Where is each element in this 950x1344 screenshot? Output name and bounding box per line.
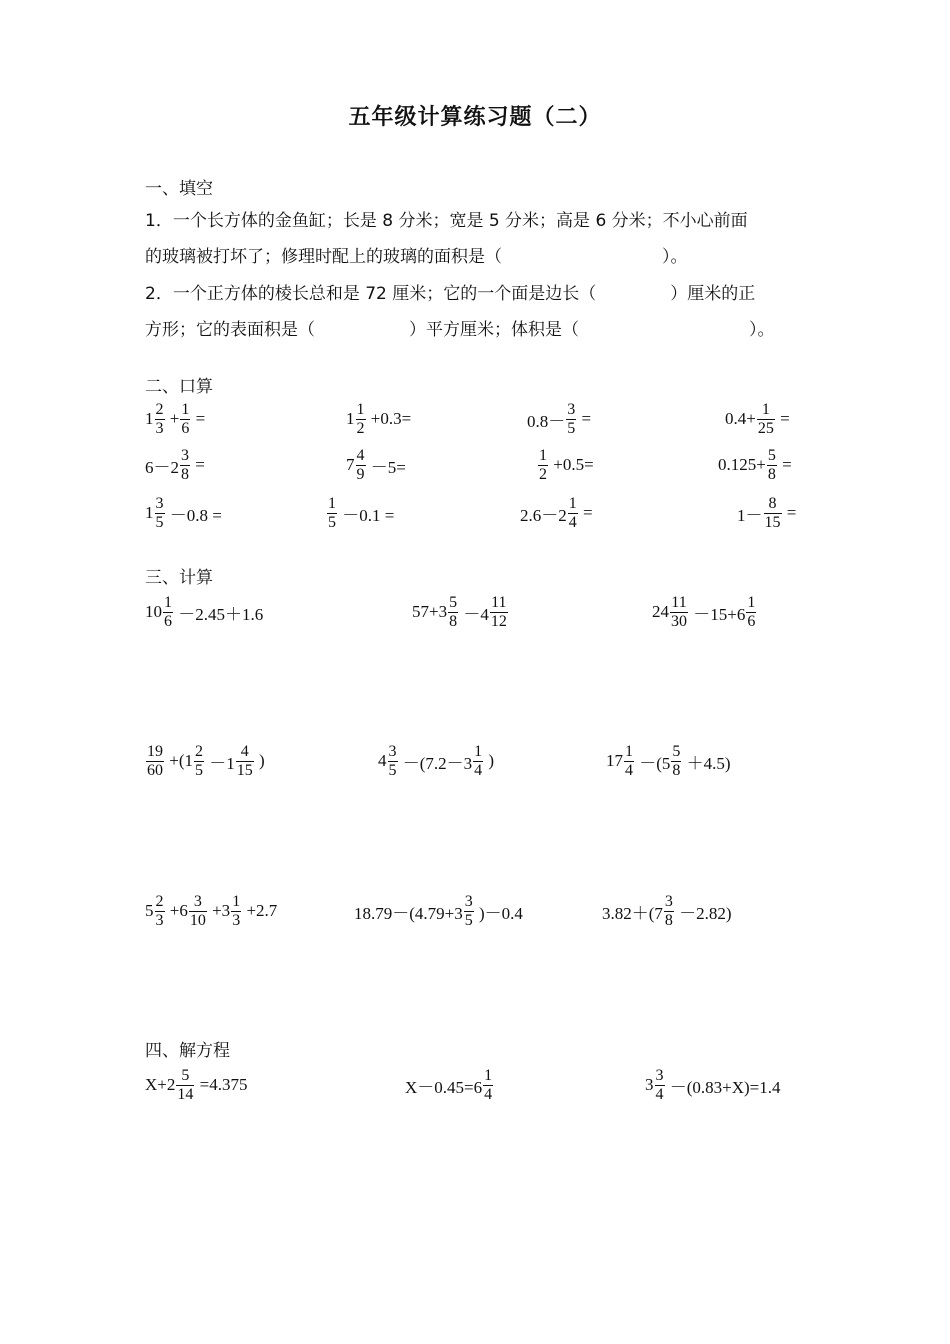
expression-text: 0.125+	[718, 455, 766, 474]
oral-problem	[346, 440, 406, 490]
fraction-denominator: 5	[195, 761, 203, 779]
fraction-denominator: 5	[155, 513, 164, 531]
fraction-numerator: 3	[155, 494, 164, 512]
whole-number: 3	[645, 1075, 654, 1094]
expression-text: =	[578, 503, 593, 522]
expression-text: +6	[165, 901, 188, 920]
fraction	[746, 594, 756, 631]
fraction-denominator: 4	[474, 761, 483, 779]
expression-text: X+2	[145, 1075, 176, 1094]
fraction-denominator: 8	[449, 612, 458, 630]
fraction	[655, 1067, 665, 1104]
fraction-numerator: 1	[181, 400, 190, 418]
expression-text: =	[775, 409, 790, 428]
fraction-denominator: 5	[328, 513, 336, 531]
question-1-text: 的玻璃被打坏了；修理时配上的玻璃的面积是（	[145, 247, 502, 267]
fraction-numerator: 1	[625, 742, 633, 760]
oral-problem	[737, 488, 796, 538]
expression-text: －1	[205, 753, 235, 773]
oral-problem	[346, 394, 411, 444]
fraction-denominator: 4	[625, 761, 633, 779]
fraction-denominator: 30	[671, 612, 687, 630]
whole-number: 4	[378, 751, 387, 770]
fraction	[155, 401, 165, 438]
expression-text: －0.8 =	[165, 505, 222, 525]
fraction-numerator: 5	[449, 593, 458, 611]
expression-text: 0.8－	[527, 411, 566, 431]
fraction-numerator: 1	[232, 892, 241, 910]
fraction-numerator: 4	[356, 446, 365, 464]
calc-problem	[378, 736, 494, 786]
question-2	[145, 276, 815, 348]
fraction	[146, 743, 164, 780]
fraction-numerator: 4	[240, 742, 249, 760]
fraction-numerator: 5	[181, 1066, 190, 1084]
fraction-denominator: 8	[664, 911, 673, 929]
expression-text: =	[191, 409, 206, 428]
fraction	[664, 893, 674, 930]
fraction	[356, 401, 366, 438]
whole-number: 5	[145, 901, 154, 920]
whole-number: 17	[606, 751, 623, 770]
fraction-denominator: 6	[164, 612, 172, 630]
fraction-denominator: 8	[181, 465, 189, 483]
fraction-numerator: 8	[768, 494, 777, 512]
expression-text: 2.6－2	[520, 505, 567, 525]
fraction-numerator: 3	[664, 892, 673, 910]
question-1-line-2	[145, 239, 815, 275]
question-2-text-a: 方形；它的表面积是（	[145, 320, 315, 340]
expression-text: 1－	[737, 505, 763, 525]
fraction-numerator: 1	[568, 494, 577, 512]
equation-problem	[405, 1060, 494, 1110]
fraction-denominator: 3	[155, 911, 164, 929]
expression-text: 6－2	[145, 457, 179, 477]
expression-text: －5=	[366, 457, 406, 477]
question-2-text: 2．一个正方体的棱长总和是 72 厘米；它的一个面是边长（	[145, 284, 597, 304]
fraction	[176, 1067, 194, 1104]
expression-text: =	[191, 455, 205, 474]
fraction	[764, 495, 782, 532]
expression-text: －0.1 =	[338, 505, 395, 525]
fraction	[464, 893, 474, 930]
fraction-denominator: 3	[232, 911, 241, 929]
expression-text: +(1	[165, 751, 193, 770]
section-heading-equations: 四、解方程	[145, 1041, 230, 1061]
fraction-denominator: 5	[388, 761, 397, 779]
oral-problem	[718, 440, 792, 490]
fraction-denominator: 4	[568, 513, 577, 531]
oral-problem	[145, 488, 222, 538]
expression-text: X－0.45=6	[405, 1077, 483, 1097]
fraction-denominator: 9	[356, 465, 365, 483]
expression-text: －(0.83+X)=1.4	[665, 1077, 781, 1097]
question-1-line-1: 1．一个长方体的金鱼缸；长是 8 分米；宽是 5 分米；高是 6 分米；不小心前面	[145, 211, 748, 231]
expression-text: －2.45＋1.6	[174, 604, 264, 624]
fraction-denominator: 5	[464, 911, 473, 929]
expression-text: 3.82＋(7	[602, 903, 663, 923]
fraction-denominator: 14	[177, 1085, 194, 1103]
expression-text: )－0.4	[474, 903, 523, 923]
fraction-numerator: 19	[147, 742, 163, 760]
fraction-numerator: 1	[539, 446, 547, 464]
expression-text: －4	[459, 604, 489, 624]
whole-number: 1	[145, 409, 154, 428]
calc-problem	[606, 736, 731, 786]
whole-number: 7	[346, 455, 355, 474]
calc-problem	[652, 587, 757, 637]
oral-problem	[527, 394, 591, 444]
fraction	[231, 893, 241, 930]
fraction-denominator: 15	[236, 761, 253, 779]
calc-problem	[412, 587, 509, 637]
section-heading-calc: 三、计算	[145, 568, 213, 588]
whole-number: 24	[652, 602, 669, 621]
section-heading-fill: 一、填空	[145, 179, 213, 199]
calc-problem	[354, 886, 523, 936]
fraction-numerator: 3	[388, 742, 397, 760]
fraction	[189, 893, 207, 930]
whole-number: 1	[145, 503, 154, 522]
whole-number: 10	[145, 602, 162, 621]
fraction	[767, 447, 777, 484]
fraction	[670, 594, 688, 631]
oral-problem	[520, 488, 593, 538]
fraction-denominator: 4	[655, 1085, 664, 1103]
fraction	[568, 495, 578, 532]
expression-text: －(5	[635, 753, 671, 773]
expression-text: =	[577, 409, 592, 428]
fraction-numerator: 3	[193, 892, 202, 910]
oral-problem	[537, 440, 594, 490]
fraction	[180, 401, 190, 438]
question-2-text-end: ）厘米的正	[670, 284, 756, 304]
oral-problem	[145, 440, 205, 490]
fraction-numerator: 3	[181, 446, 189, 464]
fraction-denominator: 2	[539, 465, 547, 483]
fraction	[566, 401, 576, 438]
expression-text: =4.375	[195, 1075, 248, 1094]
fraction-numerator: 2	[195, 742, 203, 760]
fraction-numerator: 1	[356, 400, 365, 418]
expression-text: )	[254, 751, 265, 770]
expression-text: +	[165, 409, 180, 428]
fraction-numerator: 3	[567, 400, 576, 418]
fraction-numerator: 2	[155, 892, 164, 910]
fraction-denominator: 15	[764, 513, 781, 531]
calc-problem	[145, 587, 263, 637]
expression-text: =	[782, 503, 797, 522]
expression-text: －2.82)	[674, 903, 732, 923]
fraction	[671, 743, 681, 780]
page-title: 五年级计算练习题（二）	[348, 105, 602, 130]
question-2-text-b: ）平方厘米；体积是（	[409, 320, 579, 340]
oral-problem	[326, 488, 394, 538]
question-1-end: ）。	[662, 247, 688, 267]
expression-text: =	[777, 455, 792, 474]
expression-text: 0.4+	[725, 409, 756, 428]
expression-text: +0.5=	[549, 455, 594, 474]
fraction	[483, 1067, 493, 1104]
fraction	[163, 594, 173, 631]
fraction-denominator: 25	[757, 419, 774, 437]
calc-problem	[145, 886, 277, 936]
fraction-denominator: 2	[356, 419, 365, 437]
fraction-denominator: 3	[155, 419, 164, 437]
equation-problem	[145, 1060, 247, 1110]
fraction-numerator: 5	[672, 742, 681, 760]
question-1	[145, 203, 815, 275]
fraction	[327, 495, 337, 532]
fraction	[757, 401, 775, 438]
fraction	[448, 594, 458, 631]
fraction-numerator: 1	[474, 742, 483, 760]
fraction-numerator: 3	[655, 1066, 664, 1084]
calc-problem	[145, 736, 265, 786]
fraction-numerator: 5	[767, 446, 776, 464]
expression-text: )	[484, 751, 495, 770]
oral-problem	[725, 394, 790, 444]
fraction-numerator: 1	[747, 593, 756, 611]
expression-text: 18.79－(4.79+3	[354, 903, 463, 923]
fraction-numerator: 1	[761, 400, 770, 418]
expression-text: －15+6	[689, 604, 746, 624]
fraction	[180, 447, 190, 484]
fraction	[155, 893, 165, 930]
fraction-denominator: 8	[767, 465, 776, 483]
fraction-numerator: 1	[164, 593, 172, 611]
fraction	[473, 743, 483, 780]
fraction-denominator: 8	[672, 761, 681, 779]
expression-text: －(7.2－3	[398, 753, 473, 773]
fraction-denominator: 10	[189, 911, 206, 929]
calc-problem	[602, 886, 732, 936]
fraction-denominator: 6	[181, 419, 190, 437]
whole-number: 1	[346, 409, 355, 428]
oral-problem	[145, 394, 205, 444]
fraction-denominator: 5	[567, 419, 576, 437]
fraction-numerator: 2	[155, 400, 164, 418]
equation-problem	[645, 1060, 781, 1110]
section-heading-oral: 二、口算	[145, 377, 213, 397]
fraction-numerator: 1	[328, 494, 336, 512]
fraction	[194, 743, 204, 780]
fraction	[388, 743, 398, 780]
fraction	[155, 495, 165, 532]
expression-text: +3	[207, 901, 231, 920]
fraction-denominator: 60	[147, 761, 163, 779]
expression-text: +2.7	[242, 901, 278, 920]
expression-text: +0.3=	[366, 409, 412, 428]
fraction-numerator: 1	[484, 1066, 493, 1084]
fraction	[236, 743, 254, 780]
question-2-end: ）。	[749, 320, 775, 340]
question-2-line-1	[145, 276, 815, 312]
fraction	[538, 447, 548, 484]
fraction	[490, 594, 508, 631]
fraction-denominator: 4	[484, 1085, 493, 1103]
fraction-numerator: 11	[671, 593, 687, 611]
question-2-line-2	[145, 312, 815, 348]
fraction-denominator: 6	[747, 612, 756, 630]
fraction	[624, 743, 634, 780]
fraction-denominator: 12	[490, 612, 507, 630]
fraction	[356, 447, 366, 484]
expression-text: 57+3	[412, 602, 448, 621]
fraction-numerator: 11	[491, 593, 507, 611]
fraction-numerator: 3	[464, 892, 473, 910]
expression-text: ＋4.5)	[682, 753, 731, 773]
